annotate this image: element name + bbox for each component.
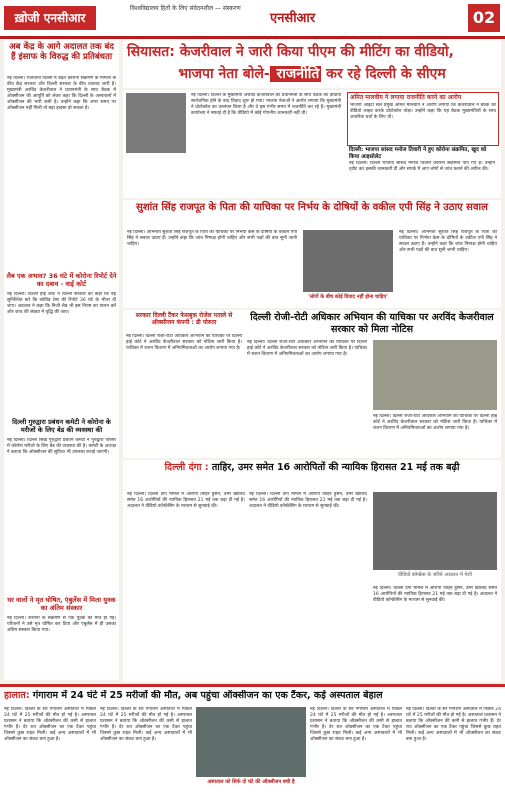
- story-2-body-2: नई दिल्ली। अभिनेता सुशांत सिंह राजपूत के पिता की याचिका पर निर्भया केस के दोषियों के वकील एपी सिंह ने सवाल उठाए हैं। उन्होंने कहा कि जांच निष्पक्ष होनी चाहिए और सभी पक्षों की बात सुनी जानी चाहिए।: [399, 230, 497, 253]
- bottom-head: गंगाराम में 24 घंटे में 25 मरीजों की मौत, अब पहुंचा ऑक्सीजन का एक टैंकर, कई अस्पताल बेहाल: [29, 690, 383, 701]
- story-4-photo: [373, 492, 497, 570]
- sidebox-title: अमित मालवीय ने लगाया राजनीति करने का आरोप: [350, 94, 462, 101]
- bottom-body-2: नई दिल्ली। दिल्ली के सर गंगाराम अस्पताल में पिछले 24 घंटे में 25 मरीजों की मौत हो गई है। अस्पताल प्रशासन ने बताया कि ऑक्सीजन की कमी से हालात गंभीर हैं। देर रात ऑक्सीजन का एक टैंकर पहुंचा जिससे कुछ राहत मिली। कई अन्य अस्पतालों में भी ऑक्सीजन का संकट बना हुआ है।: [100, 707, 192, 742]
- story-1-body: नई दिल्ली। दिल्ली के मुख्यमंत्री अरविंद केजरीवाल की प्रधानमंत्री के साथ बैठक का वीडियो सार्वजनिक होने के बाद विवाद शुरू हो गया। भाजपा नेताओं ने आरोप लगाया कि मुख्यमंत्री ने प्रोटोकॉल का उल्लंघन किया है और वे इस गंभीर समय में राजनीति कर रहे हैं। मुख्यमंत्री कार्यालय ने सफाई दी है कि वीडियो में कोई गोपनीय जानकारी नहीं थी।: [191, 93, 341, 116]
- story-3-body: नई दिल्ली। दिल्ली रोजी-रोटी अधिकार अभियान की याचिका पर दिल्ली हाई कोर्ट ने अरविंद केजरीवाल सरकार को नोटिस जारी किया है। याचिका में राशन वितरण में अनियमितताओं का आरोप लगाया गया है।: [247, 340, 367, 357]
- sidebox-body: भाजपा आईटी सेल प्रमुख अमित मालवीय ने आरोप लगाया कि केजरीवाल ने बैठक का वीडियो लाइव करके प्रोटोकॉल तोड़ा। उन्होंने कहा कि यह बैठक मुख्यमंत्रियों के साथ आंतरिक चर्चा के लिए थी।: [350, 103, 496, 120]
- story-4-caption: वीडियो कॉन्फ्रेंस के जरिये अदालत में पेशी: [398, 572, 472, 578]
- left-subhead-2: लैब एक अभाव? 36 घंटे में कोरोना रिपोर्ट देने का दबाव - वाई कोर्ट: [6, 272, 117, 288]
- story-3-photo: [373, 340, 497, 410]
- bottom-body-1: नई दिल्ली। दिल्ली के सर गंगाराम अस्पताल में पिछले 24 घंटे में 25 मरीजों की मौत हो गई है। अस्पताल प्रशासन ने बताया कि ऑक्सीजन की कमी से हालात गंभीर हैं। देर रात ऑक्सीजन का एक टैंकर पहुंचा जिससे कुछ राहत मिली। कई अन्य अस्पतालों में भी ऑक्सीजन का संकट बना हुआ है।: [4, 707, 96, 742]
- left-body-4: नई दिल्ली। कोरोना के संक्रमण से एक युवक की मौत हो गई। परिजनों ने उसे मृत घोषित कर दिया और एंबुलेंस में ही उसका अंतिम संस्कार किया गया।: [7, 616, 116, 633]
- story-3-left-body: नई दिल्ली। दिल्ली रोजी-रोटी अधिकार अभियान की याचिका पर दिल्ली हाई कोर्ट ने अरविंद केजरीवाल सरकार को नोटिस जारी किया है। याचिका में राशन वितरण में अनियमितताओं का आरोप लगाया गया है।: [126, 334, 242, 351]
- story-3-body-2: नई दिल्ली। दिल्ली रोजी-रोटी अधिकार अभियान की याचिका पर दिल्ली हाई कोर्ट ने अरविंद केजरीवाल सरकार को नोटिस जारी किया है। याचिका में राशन वितरण में अनियमितताओं का आरोप लगाया गया है।: [373, 414, 497, 431]
- left-body-1: नई दिल्ली। राजधानी दिल्ली में बढ़ते कोरोना संक्रमण के मामलों के बीच केंद्र सरकार और दिल्ली सरकार के बीच टकराव जारी है। मुख्यमंत्री अरविंद केजरीवाल ने प्रधानमंत्री के साथ बैठक में ऑक्सीजन की आपूर्ति को लेकर कहा कि दिल्ली के अस्पतालों में ऑक्सीजन की भारी कमी है। उन्होंने कहा कि अगर समय पर ऑक्सीजन नहीं मिली तो बड़ा हादसा हो सकता है।: [7, 76, 116, 111]
- left-headline: अब केंद्र के आगे अदालत तक बंद हैं इंसाफ के विरुद्ध की प्रतिबंधता: [9, 42, 114, 62]
- banner-line-2c: कर रहे दिल्ली के सीएम: [321, 66, 446, 82]
- story-4-body-1: नई दिल्ली। दिल्ली दंगा मामले में आरोपी ताहिर हुसैन, उमर खालिद समेत 16 आरोपियों की न्यायिक हिरासत 21 मई तक बढ़ा दी गई है। अदालत ने वीडियो कॉन्फ्रेंसिंग के माध्यम से सुनवाई की।: [127, 492, 245, 509]
- story-1-sidebox: [347, 92, 499, 146]
- page-number: 02: [468, 4, 500, 32]
- sidebox-2-title: दिल्ली: भाजपा सांसद मनोज तिवारी ने हुए कोरोना संक्रमित, खुद को किया आइसोलेट: [349, 147, 487, 160]
- story-2-headline: सुशांत सिंह राजपूत के पिता की याचिका पर निर्भय के दोषियों के वकील एपी सिंह ने उठाए सवाल: [136, 202, 488, 213]
- page-header: [0, 0, 505, 39]
- banner-line-1: सियासत: केजरीवाल ने जारी किया पीएम की मीटिंग का वीडियो,: [127, 44, 454, 60]
- banner-line-2a: भाजपा नेता बोले-: [178, 66, 270, 82]
- left-body-3: नई दिल्ली। दिल्ली सिख गुरुद्वारा प्रबंधन कमेटी ने गुरुद्वारा परिसर में कोरोना मरीजों के लिए बेड की व्यवस्था की है। कमेटी के अध्यक्ष ने बताया कि ऑक्सीजन की सुविधा भी उपलब्ध कराई जाएगी।: [7, 438, 116, 455]
- bottom-headline: [4, 690, 501, 702]
- banner-highlight: राजनीति: [271, 66, 320, 82]
- story-2-photo: [303, 230, 393, 292]
- story-3-left-head: सरकार दिल्ली टैंकर फेसबुक रोजेल पताले से ऑक्सीजन कंपनी : डी पोरुता: [135, 312, 233, 326]
- story-2-quote: 'लोगों के बीच कोई विवाद नहीं होना चाहिए': [308, 294, 388, 300]
- bottom-quote: अस्पताल को सिर्फ दो घंटे की ऑक्सीजन बची है: [207, 779, 295, 785]
- banner-line-2: [127, 64, 497, 84]
- story-2-body: नई दिल्ली। अभिनेता सुशांत सिंह राजपूत के पिता की याचिका पर निर्भया केस के दोषियों के वकील एपी सिंह ने सवाल उठाए हैं। उन्होंने कहा कि जांच निष्पक्ष होनी चाहिए और सभी पक्षों की बात सुनी जानी चाहिए।: [127, 230, 297, 247]
- section-masthead: एनसीआर: [270, 11, 316, 26]
- story-1: [123, 90, 501, 198]
- story-4-headline: [127, 462, 497, 474]
- lead-banner: [123, 40, 501, 88]
- bottom-body-4: नई दिल्ली। दिल्ली के सर गंगाराम अस्पताल में पिछले 24 घंटे में 25 मरीजों की मौत हो गई है। अस्पताल प्रशासन ने बताया कि ऑक्सीजन की कमी से हालात गंभीर हैं। देर रात ऑक्सीजन का एक टैंकर पहुंचा जिससे कुछ राहत मिली। कई अन्य अस्पतालों में भी ऑक्सीजन का संकट बना हुआ है।: [406, 707, 501, 742]
- left-body-2: नई दिल्ली। दिल्ली हाई कोर्ट ने दिल्ली सरकार को कहा कि वह सुनिश्चित करे कि कोविड टेस्ट की रिपोर्ट 36 घंटे के भीतर दी जाए। अदालत ने कहा कि निजी लैब भी इस नियम का पालन करें और जांच की संख्या में वृद्धि की जाए।: [7, 292, 116, 315]
- story-1-photo: [126, 93, 186, 153]
- sidebox-2-body: नई दिल्ली। दिल्ली भाजपा सांसद मनोज तिवारी कोरोना संक्रमित पाए गए हैं। उन्होंने ट्वीट कर इसकी जानकारी दी और संपर्क में आए लोगों से जांच कराने की अपील की।: [349, 161, 495, 172]
- story-4: [123, 460, 501, 682]
- dateline: विश्वविद्यालय हितों के लिए संवेदनशील — संस्करण: [130, 5, 241, 12]
- story-4-head: ताहिर, उमर समेत 16 आरोपितों की न्यायिक हिरासत 21 मई तक बढ़ी: [208, 462, 460, 473]
- story-3: [123, 310, 501, 458]
- bottom-photo: [196, 707, 306, 777]
- newspaper-logo: ख़ोजी एनसीआर: [4, 6, 96, 30]
- left-subhead-4: घर वालों ने मृत घोषित, एंबुलेंस में मिला युवक का अंतिम संस्कार: [7, 596, 116, 612]
- story-2: [123, 200, 501, 308]
- left-subhead-3: दिल्ली गुरुद्वारा प्रबंधन कमेटी ने कोरोना के मरीजों के लिए बेड की व्यवस्था की: [12, 418, 111, 434]
- bottom-body-3: नई दिल्ली। दिल्ली के सर गंगाराम अस्पताल में पिछले 24 घंटे में 25 मरीजों की मौत हो गई है। अस्पताल प्रशासन ने बताया कि ऑक्सीजन की कमी से हालात गंभीर हैं। देर रात ऑक्सीजन का एक टैंकर पहुंचा जिससे कुछ राहत मिली। कई अन्य अस्पतालों में भी ऑक्सीजन का संकट बना हुआ है।: [310, 707, 402, 742]
- story-4-body-2: नई दिल्ली। दिल्ली दंगा मामले में आरोपी ताहिर हुसैन, उमर खालिद समेत 16 आरोपियों की न्यायिक हिरासत 21 मई तक बढ़ा दी गई है। अदालत ने वीडियो कॉन्फ्रेंसिंग के माध्यम से सुनवाई की।: [249, 492, 367, 509]
- bottom-story: [0, 684, 505, 803]
- left-column: [4, 40, 119, 680]
- story-4-body-3: नई दिल्ली। दिल्ली दंगा मामले में आरोपी ताहिर हुसैन, उमर खालिद समेत 16 आरोपियों की न्यायिक हिरासत 21 मई तक बढ़ा दी गई है। अदालत ने वीडियो कॉन्फ्रेंसिंग के माध्यम से सुनवाई की।: [373, 586, 497, 603]
- story-1-sidebox-2: [347, 146, 497, 196]
- bottom-tag: हालात:: [4, 690, 30, 701]
- story-3-headline: दिल्ली रोजी-रोटी अधिकार अभियान की याचिका पर अरविंद केजरीवाल सरकार को मिला नोटिस: [250, 312, 494, 335]
- story-4-tag: दिल्ली दंगा :: [164, 462, 209, 473]
